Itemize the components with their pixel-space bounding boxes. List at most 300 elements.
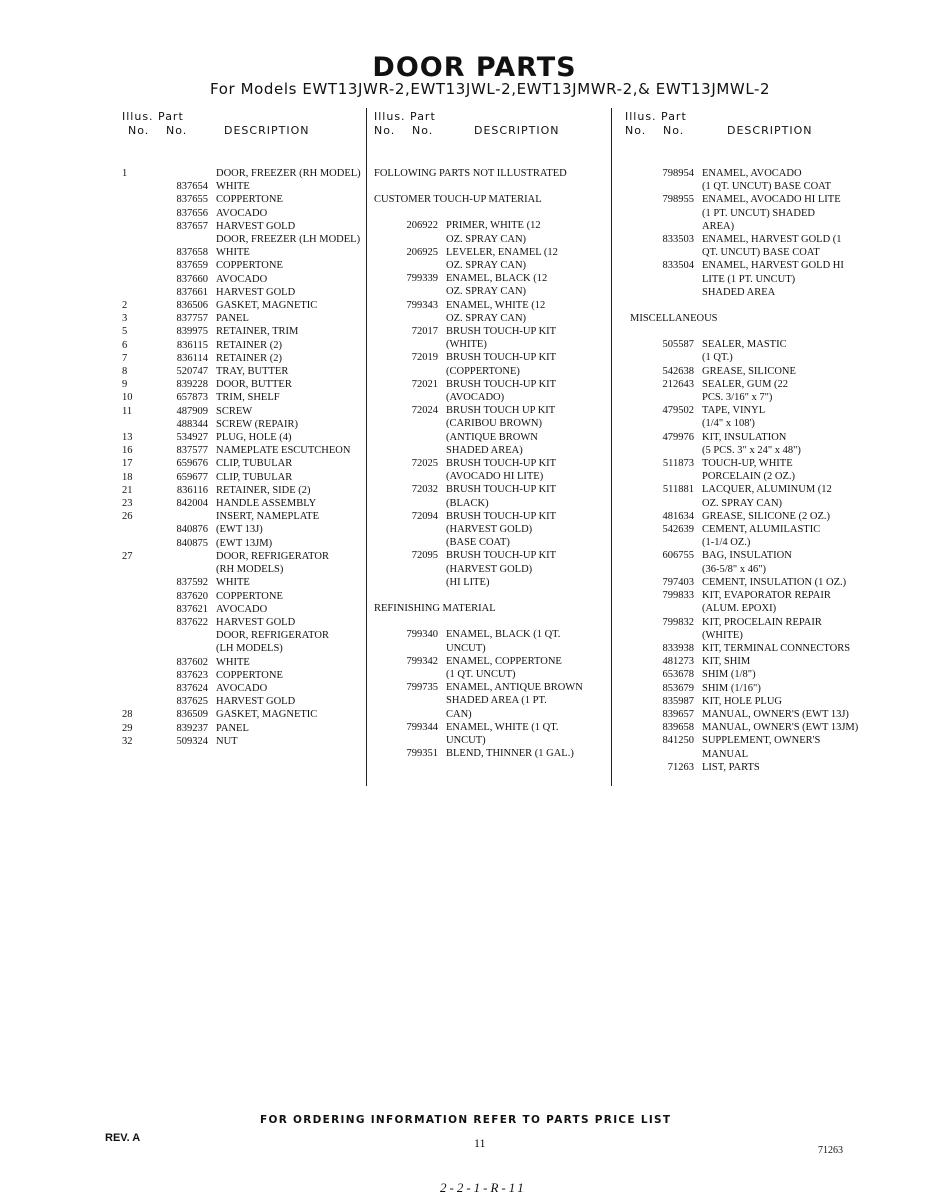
parts-row xyxy=(626,655,858,668)
parts-row xyxy=(122,444,361,457)
part-description: (36-5/8" x 46") xyxy=(702,563,766,575)
illus-number: 6 xyxy=(122,339,128,351)
part-description: UNCUT) xyxy=(446,734,486,746)
part-description: BRUSH TOUCH-UP KIT xyxy=(446,352,557,364)
part-description: RETAINER, SIDE (2) xyxy=(216,484,311,496)
parts-row xyxy=(626,180,858,193)
part-description: COPPERTONE xyxy=(216,260,283,272)
parts-row xyxy=(626,602,858,615)
row-spacer xyxy=(626,299,858,312)
parts-row xyxy=(122,550,361,563)
part-number: 799833 xyxy=(662,590,694,602)
parts-row xyxy=(374,576,583,589)
parts-row xyxy=(374,470,583,483)
part-description: (ANTIQUE BROWN xyxy=(446,431,538,443)
parts-row xyxy=(374,523,583,536)
illus-number: 26 xyxy=(122,511,133,523)
part-number xyxy=(374,431,446,444)
illus-number xyxy=(122,616,144,629)
part-description: KIT, SHIM xyxy=(702,656,751,668)
header-description: DESCRIPTION xyxy=(474,124,560,137)
illus-number xyxy=(122,220,144,233)
parts-row xyxy=(626,457,858,470)
part-number xyxy=(144,642,216,655)
parts-row xyxy=(374,219,583,232)
part-description: DOOR, REFRIGERATOR xyxy=(216,630,329,642)
part-description: GREASE, SILICONE xyxy=(702,365,796,377)
part-number: 836115 xyxy=(176,339,208,351)
illus-number: 9 xyxy=(122,379,128,391)
part-description: CAN) xyxy=(446,708,472,720)
part-number: 542638 xyxy=(662,365,694,377)
part-number: 481273 xyxy=(662,656,694,668)
part-description: DOOR, FREEZER (RH MODEL) xyxy=(216,168,361,179)
part-description: ENAMEL, HARVEST GOLD (1 xyxy=(702,234,842,246)
part-number: 837659 xyxy=(176,260,208,272)
part-number: 833938 xyxy=(662,642,694,654)
illus-number: 27 xyxy=(122,550,133,562)
part-description: ENAMEL, COPPERTONE xyxy=(446,655,562,667)
part-number: 833504 xyxy=(662,260,694,272)
illus-number: 8 xyxy=(122,366,128,378)
parts-row xyxy=(374,694,583,707)
part-number xyxy=(374,497,446,510)
part-description: CEMENT, ALUMILASTIC xyxy=(702,524,821,536)
parts-row xyxy=(122,418,361,431)
part-number xyxy=(374,523,446,536)
parts-row xyxy=(626,273,858,286)
parts-row xyxy=(374,457,583,470)
parts-row xyxy=(374,325,583,338)
models-subtitle: For Models EWT13JWR-2,EWT13JWL-2,EWT13JMWR-2,& EWT13JMWL-2 xyxy=(210,80,771,98)
illus-number xyxy=(122,563,144,576)
part-description: BRUSH TOUCH-UP KIT xyxy=(446,326,557,338)
part-description: (1-1/4 OZ.) xyxy=(702,537,751,549)
illus-number: 16 xyxy=(122,445,133,457)
part-number: 653678 xyxy=(662,669,694,681)
part-number: 511881 xyxy=(662,484,694,496)
header-part-no: No. xyxy=(412,124,434,137)
part-number xyxy=(626,246,702,259)
part-description: KIT, PROCELAIN REPAIR xyxy=(702,616,822,628)
part-number: 837658 xyxy=(176,247,208,259)
part-number: 799832 xyxy=(662,616,694,628)
parts-row xyxy=(374,681,583,694)
part-description: GASKET, MAGNETIC xyxy=(216,709,318,721)
part-number: 488344 xyxy=(176,418,208,430)
parts-row xyxy=(122,616,361,629)
parts-row xyxy=(626,523,858,536)
illus-number xyxy=(122,656,144,669)
part-number: 212643 xyxy=(662,378,694,390)
parts-row xyxy=(374,510,583,523)
part-description: BAG, INSULATION xyxy=(702,550,792,562)
part-number xyxy=(374,365,446,378)
part-description: NUT xyxy=(216,735,238,747)
part-number: 542639 xyxy=(662,524,694,536)
part-description: (CARIBOU BROWN) xyxy=(446,418,542,430)
part-description: GREASE, SILICONE (2 OZ.) xyxy=(702,510,831,522)
part-number xyxy=(626,444,702,457)
part-description: PRIMER, WHITE (12 xyxy=(446,220,541,232)
part-number xyxy=(626,497,702,510)
part-description: (AVOCADO HI LITE) xyxy=(446,471,544,483)
part-description: COPPERTONE xyxy=(216,669,283,681)
illus-number xyxy=(122,590,144,603)
parts-row xyxy=(626,391,858,404)
part-description: OZ. SPRAY CAN) xyxy=(446,286,527,298)
part-number: 798954 xyxy=(662,168,694,179)
parts-row xyxy=(122,735,361,748)
part-number xyxy=(374,417,446,430)
illus-number: 29 xyxy=(122,722,133,734)
part-description: SHADED AREA xyxy=(702,286,776,298)
parts-row xyxy=(626,207,858,220)
part-description: SHADED AREA (1 PT. xyxy=(446,695,547,707)
parts-row xyxy=(374,431,583,444)
illus-number xyxy=(122,695,144,708)
part-description: (WHITE) xyxy=(446,339,487,351)
parts-row xyxy=(122,325,361,338)
parts-row xyxy=(626,312,858,325)
parts-row xyxy=(626,748,858,761)
parts-row xyxy=(626,497,858,510)
part-description: (EWT 13JM) xyxy=(216,537,273,549)
part-number: 837654 xyxy=(176,181,208,193)
part-description: SHIM (1/16") xyxy=(702,682,761,694)
header-illus-no: No. xyxy=(374,124,396,137)
part-description: TRIM, SHELF xyxy=(216,392,280,404)
row-spacer xyxy=(374,615,583,628)
parts-row xyxy=(626,616,858,629)
part-description: (WHITE) xyxy=(702,629,743,641)
part-description: KIT, HOLE PLUG xyxy=(702,695,783,707)
part-description: MANUAL, OWNER'S (EWT 13J) xyxy=(702,708,849,720)
parts-row xyxy=(374,312,583,325)
part-description: (HARVEST GOLD) xyxy=(446,563,533,575)
part-description: (EWT 13J) xyxy=(216,524,263,536)
part-description: COPPERTONE xyxy=(216,590,283,602)
part-number: 799735 xyxy=(406,682,438,694)
parts-row xyxy=(626,365,858,378)
header-illus-part: Illus. Part xyxy=(625,110,687,123)
parts-row xyxy=(626,668,858,681)
part-description: PANEL xyxy=(216,313,249,325)
part-number: 837625 xyxy=(176,696,208,708)
part-description: PLUG, HOLE (4) xyxy=(216,432,292,444)
parts-row xyxy=(374,628,583,641)
part-number: 72032 xyxy=(411,484,438,496)
parts-row xyxy=(122,471,361,484)
part-number: 837620 xyxy=(176,590,208,602)
part-description: WHITE xyxy=(216,577,250,589)
part-description: (RH MODELS) xyxy=(216,564,284,576)
parts-row xyxy=(626,233,858,246)
illus-number xyxy=(122,669,144,682)
part-number: 534927 xyxy=(176,432,208,444)
parts-row xyxy=(374,642,583,655)
illus-number: 23 xyxy=(122,498,133,510)
part-number: 837657 xyxy=(176,220,208,232)
part-description: (LH MODELS) xyxy=(216,643,283,655)
part-description: HARVEST GOLD xyxy=(216,696,296,708)
part-description: PCS. 3/16" x 7") xyxy=(702,392,773,404)
part-number: 833503 xyxy=(662,234,694,246)
illus-number xyxy=(122,523,144,536)
part-number xyxy=(626,273,702,286)
illus-number: 32 xyxy=(122,735,133,747)
parts-row xyxy=(374,351,583,364)
part-description: HARVEST GOLD xyxy=(216,286,296,298)
part-number: 839975 xyxy=(176,326,208,338)
part-description: PORCELAIN (2 OZ.) xyxy=(702,471,796,483)
part-number xyxy=(626,207,702,220)
part-description: RETAINER (2) xyxy=(216,352,282,364)
part-description: AVOCADO xyxy=(216,682,268,694)
part-number xyxy=(626,470,702,483)
part-number xyxy=(626,629,702,642)
parts-row xyxy=(374,272,583,285)
part-description: (BLACK) xyxy=(446,497,489,509)
parts-row xyxy=(374,747,583,760)
part-number: 837655 xyxy=(176,194,208,206)
part-description: OZ. SPRAY CAN) xyxy=(446,312,527,324)
parts-row xyxy=(122,405,361,418)
part-description: RETAINER, TRIM xyxy=(216,326,299,338)
parts-column-3 xyxy=(626,167,858,774)
part-number xyxy=(144,550,216,563)
part-description: OZ. SPRAY CAN) xyxy=(702,497,783,509)
part-description: KIT, INSULATION xyxy=(702,431,787,443)
parts-row xyxy=(122,497,361,510)
parts-row xyxy=(374,497,583,510)
part-description: HARVEST GOLD xyxy=(216,220,296,232)
part-number: 837592 xyxy=(176,577,208,589)
part-description: CEMENT, INSULATION (1 OZ.) xyxy=(702,576,847,588)
parts-row xyxy=(626,246,858,259)
parts-row xyxy=(374,655,583,668)
part-description: AREA) xyxy=(702,220,735,232)
parts-row xyxy=(122,629,361,642)
parts-row xyxy=(122,708,361,721)
part-description: DOOR, BUTTER xyxy=(216,379,292,391)
illus-number: 11 xyxy=(122,405,133,417)
parts-row xyxy=(374,536,583,549)
part-description: BRUSH TOUCH-UP KIT xyxy=(446,378,557,390)
parts-row xyxy=(122,695,361,708)
parts-row xyxy=(122,299,361,312)
part-description: SCREW xyxy=(216,405,253,417)
parts-row xyxy=(374,167,583,180)
parts-row xyxy=(626,761,858,774)
part-number xyxy=(144,629,216,642)
part-number xyxy=(374,444,446,457)
part-description: MANUAL xyxy=(702,748,749,760)
part-number: 840875 xyxy=(176,537,208,549)
part-description: (5 PCS. 3" x 24" x 48") xyxy=(702,444,801,456)
part-description: AVOCADO xyxy=(216,207,268,219)
parts-row xyxy=(122,669,361,682)
part-number: 835987 xyxy=(662,695,694,707)
part-description: CLIP, TUBULAR xyxy=(216,458,293,470)
part-description: KIT, EVAPORATOR REPAIR xyxy=(702,590,831,602)
part-number xyxy=(626,180,702,193)
parts-row xyxy=(374,483,583,496)
part-description: HANDLE ASSEMBLY xyxy=(216,498,317,510)
part-number: 837660 xyxy=(176,273,208,285)
parts-row xyxy=(122,193,361,206)
parts-row xyxy=(122,656,361,669)
parts-row xyxy=(626,510,858,523)
part-description: ENAMEL, AVOCADO xyxy=(702,168,802,179)
illus-number xyxy=(122,259,144,272)
illus-number xyxy=(122,537,144,550)
part-description: (BASE COAT) xyxy=(446,537,510,549)
part-number: 836116 xyxy=(176,484,208,496)
parts-row xyxy=(626,351,858,364)
parts-row xyxy=(122,220,361,233)
illus-number: 3 xyxy=(122,313,128,325)
row-spacer xyxy=(374,180,583,193)
part-number xyxy=(374,708,446,721)
parts-row xyxy=(122,312,361,325)
part-number: 479502 xyxy=(662,405,694,417)
part-number xyxy=(374,233,446,246)
part-description: LIST, PARTS xyxy=(702,761,760,773)
parts-row xyxy=(374,417,583,430)
part-number: 837602 xyxy=(176,656,208,668)
part-number: 206922 xyxy=(406,220,438,232)
part-description: LEVELER, ENAMEL (12 xyxy=(446,246,558,258)
part-description: NAMEPLATE ESCUTCHEON xyxy=(216,445,351,457)
part-number xyxy=(374,338,446,351)
part-number: 798955 xyxy=(662,194,694,206)
parts-row xyxy=(374,246,583,259)
part-description: SCREW (REPAIR) xyxy=(216,418,298,430)
parts-row xyxy=(122,431,361,444)
part-number xyxy=(374,563,446,576)
part-description: LITE (1 PT. UNCUT) xyxy=(702,273,796,285)
part-number: 837621 xyxy=(176,603,208,615)
parts-row xyxy=(374,549,583,562)
parts-row xyxy=(626,589,858,602)
part-description: LACQUER, ALUMINUM (12 xyxy=(702,484,832,496)
part-number xyxy=(626,602,702,615)
part-description: (COPPERTONE) xyxy=(446,365,520,377)
page-number: 11 xyxy=(474,1136,486,1150)
illus-number xyxy=(122,246,144,259)
part-description: QT. UNCUT) BASE COAT xyxy=(702,247,820,259)
part-number: 837622 xyxy=(176,616,208,628)
header-illus-part: Illus. Part xyxy=(374,110,436,123)
part-description: ENAMEL, BLACK (1 QT. xyxy=(446,629,561,641)
part-number: 799340 xyxy=(406,629,438,641)
part-description: (1 QT. UNCUT) BASE COAT xyxy=(702,181,832,193)
part-number xyxy=(374,734,446,747)
parts-row xyxy=(626,536,858,549)
parts-row xyxy=(374,193,583,206)
column-divider-2 xyxy=(611,108,612,786)
parts-row xyxy=(122,246,361,259)
part-description: BRUSH TOUCH UP KIT xyxy=(446,405,556,417)
part-number xyxy=(374,312,446,325)
illus-number xyxy=(122,286,144,299)
part-number: 837624 xyxy=(176,682,208,694)
part-number xyxy=(144,167,216,180)
illus-number: 10 xyxy=(122,392,133,404)
parts-row xyxy=(626,576,858,589)
parts-row xyxy=(122,352,361,365)
part-description: OZ. SPRAY CAN) xyxy=(446,260,527,272)
parts-row xyxy=(626,286,858,299)
part-description: WHITE xyxy=(216,247,250,259)
parts-row xyxy=(122,167,361,180)
header-illus-no: No. xyxy=(128,124,150,137)
parts-row xyxy=(122,365,361,378)
column-divider-1 xyxy=(366,108,367,786)
parts-row xyxy=(626,404,858,417)
part-number xyxy=(626,220,702,233)
part-number xyxy=(626,286,702,299)
part-description: BRUSH TOUCH-UP KIT xyxy=(446,510,557,522)
part-description: (HI LITE) xyxy=(446,576,490,588)
part-number: 71263 xyxy=(667,761,694,773)
part-number: 797403 xyxy=(662,576,694,588)
handwritten-note: 2-2-1-R-11 xyxy=(440,1180,527,1195)
part-description: SHADED AREA) xyxy=(446,444,523,456)
part-description: HARVEST GOLD xyxy=(216,616,296,628)
illus-number: 17 xyxy=(122,458,133,470)
parts-row xyxy=(374,708,583,721)
part-description: ENAMEL, WHITE (12 xyxy=(446,299,546,311)
part-number: 837577 xyxy=(176,445,208,457)
part-description: TOUCH-UP, WHITE xyxy=(702,458,793,470)
part-description: SEALER, MASTIC xyxy=(702,339,787,351)
header-illus-part: Illus. Part xyxy=(122,110,184,123)
parts-row xyxy=(122,510,361,523)
illus-number xyxy=(122,603,144,616)
revision-label: REV. A xyxy=(105,1132,141,1144)
part-description: (1/4" x 108') xyxy=(702,418,755,430)
part-number: 836509 xyxy=(176,709,208,721)
parts-row xyxy=(626,470,858,483)
part-number: 511873 xyxy=(662,458,694,470)
part-description: (ALUM. EPOXI) xyxy=(702,603,777,615)
parts-row xyxy=(122,682,361,695)
ordering-note: FOR ORDERING INFORMATION REFER TO PARTS PRICE LIST xyxy=(260,1114,672,1126)
part-number: 799342 xyxy=(406,655,438,667)
part-description: BLEND, THINNER (1 GAL.) xyxy=(446,748,574,760)
part-number: 659676 xyxy=(176,458,208,470)
parts-row xyxy=(122,484,361,497)
illus-number: 1 xyxy=(122,168,128,179)
part-number: 509324 xyxy=(176,735,208,747)
part-description: ENAMEL, AVOCADO HI LITE xyxy=(702,194,841,206)
parts-row xyxy=(626,563,858,576)
part-description: GASKET, MAGNETIC xyxy=(216,300,318,312)
part-number xyxy=(626,536,702,549)
part-number: 839228 xyxy=(176,379,208,391)
part-number: 72025 xyxy=(411,458,438,470)
part-number xyxy=(626,417,702,430)
parts-row xyxy=(122,563,361,576)
illus-number xyxy=(122,642,144,655)
illus-number: 28 xyxy=(122,709,133,721)
parts-row xyxy=(122,286,361,299)
parts-row xyxy=(626,220,858,233)
parts-row xyxy=(374,233,583,246)
parts-row xyxy=(122,603,361,616)
